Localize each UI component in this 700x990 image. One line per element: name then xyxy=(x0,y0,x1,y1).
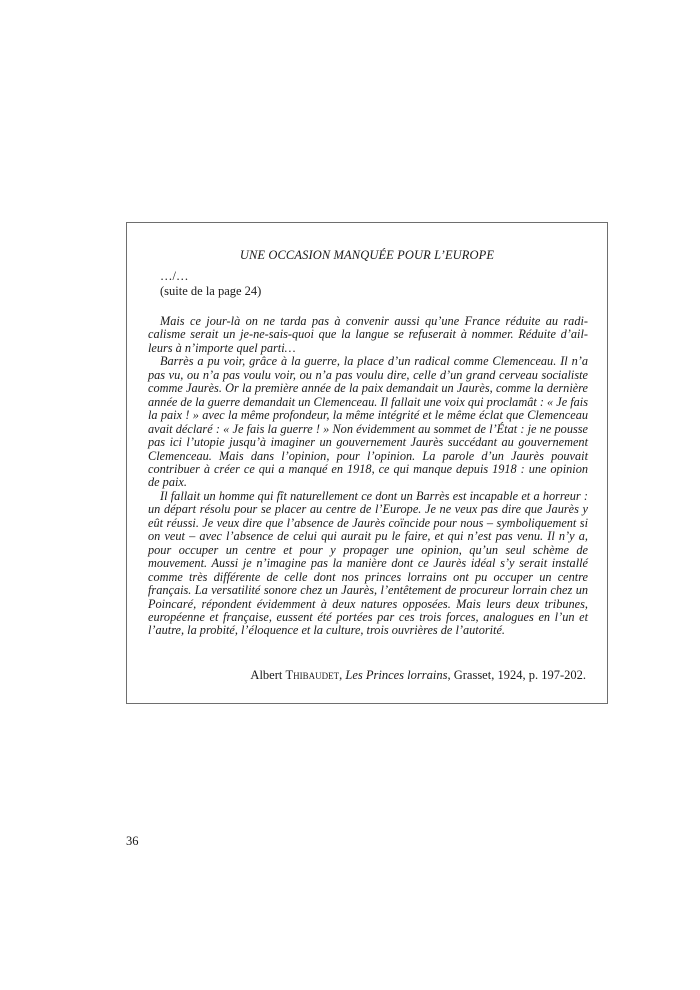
book-title: Les Princes lorrains xyxy=(345,668,448,682)
paragraph-3: Il fallait un homme qui fît naturellement ce dont un Barrès est incapable et a horreur : un départ résolu pour se placer au centre de l’Europe. Je ne veux pas dire que Jaurès y eût réussi. Je veux dire que l’absence de Jaurès coïncide pour nous – symboliquement si on veut – avec l’absence de celui qui aurait pu le faire, et qui n’est pas venu. Il n’y a, pour occuper un centre et pour y propager une opinion, qu’un seul schème de mouvement. Aussi je n’imagine pas la manière dont ce Jaurès idéal s’y serait installé comme très différente de celle dont nos princes lorrains ont pu occuper un centre français. La versatilité sonore chez un Jaurès, l’entêtement de procureur lorrain chez un Poincaré, répondent évidemment à deux natures opposées. Mais leurs deux tribunes, européenne et française, eussent été portées par ces trois forces, analogues en l’un et l’autre, la probité, l’éloquence et la culture, trois ouvrières de l’autorité. xyxy=(148,488,588,638)
excerpt-title: UNE OCCASION MANQUÉE POUR L’EUROPE xyxy=(239,248,495,262)
page-number: 36 xyxy=(126,834,139,848)
author-last-name: Thibaudet xyxy=(285,668,340,682)
ellipsis-marker: …/… xyxy=(160,269,189,283)
paragraph-2: Barrès a pu voir, grâce à la guerre, la place d’un radical comme Clemenceau. Il n’a pas vu, ou n’a pas voulu voir, ou n’a pas voulu dire, celle d’un grand cerveau socialiste comme Jaurès. Or la première année de la paix demandait un Jaurès, comme la dernière année de la guerre demandait un Clemenceau. Il fallait une voix qui proclamât : « Je fais la paix ! » avec la même profondeur, la même intégrité et le même éclat que Clemenceau avait déclaré : « Je fais la guerre ! » Non évidemment au sommet de l’État : je ne pousse pas ici l’utopie jusqu’à imaginer un gouvernement Jaurès succédant au gouvernement Clemenceau. Mais dans l’opinion, pour l’opinion. La parole d’un Jaurès pouvait contribuer à créer ce qui a manqué en 1918, ce qui manque depuis 1918 : une opinion de paix. xyxy=(148,354,588,490)
paragraph-1: Mais ce jour-là on ne tarda pas à convenir aussi qu’une France réduite au radicalisme serait un je-ne-sais-quoi que la langue se refuserait à nommer. Réduite d’ailleurs à n’importe quel parti… xyxy=(148,314,588,355)
source-citation: Albert Thibaudet, Les Princes lorrains, Grasset, 1924, p. 197-202. xyxy=(250,668,586,682)
excerpt-box xyxy=(126,222,608,704)
author-first-name: Albert xyxy=(250,668,283,682)
excerpt-body xyxy=(148,315,588,638)
publication-info: Grasset, 1924, p. 197-202. xyxy=(453,668,586,682)
continuation-text: (suite de la page 24) xyxy=(160,284,262,298)
continuation-note xyxy=(160,269,261,299)
